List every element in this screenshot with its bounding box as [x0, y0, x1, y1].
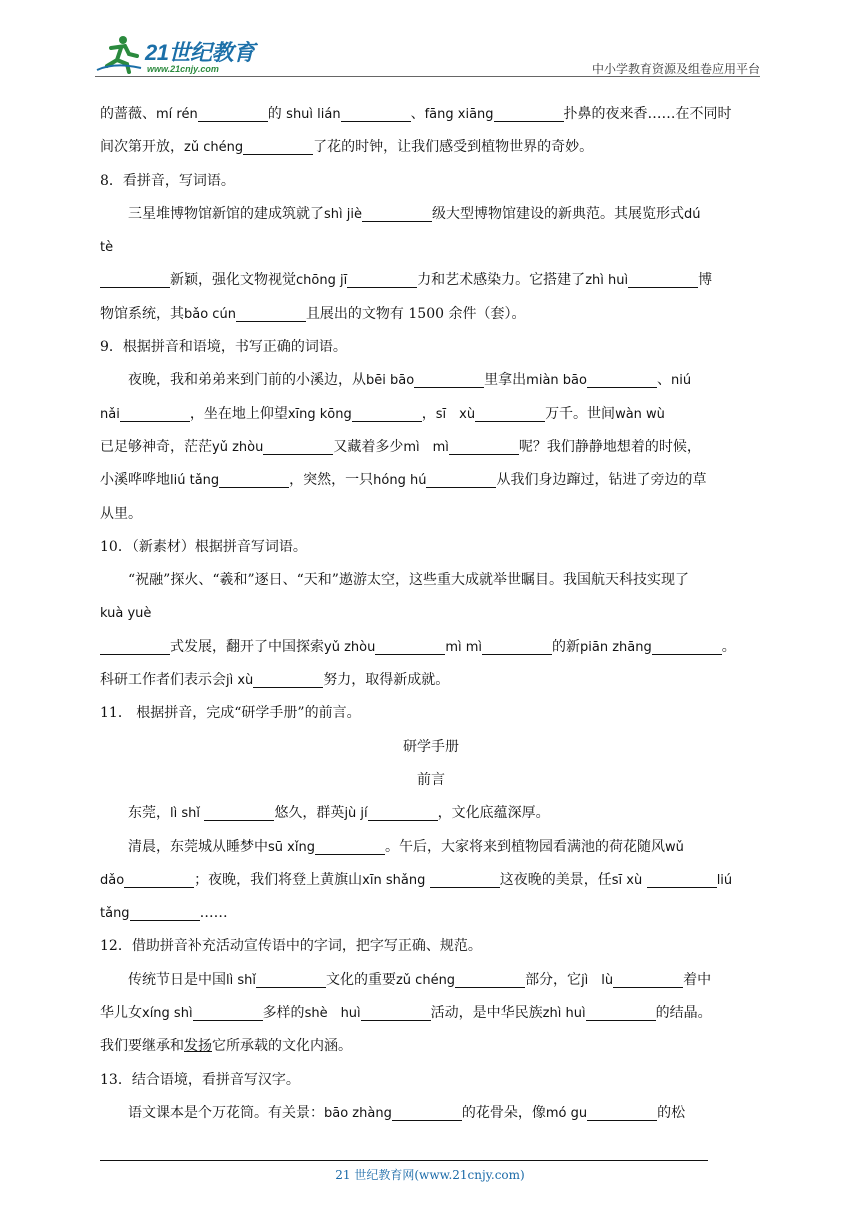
- answer-blank[interactable]: [587, 369, 657, 388]
- answer-blank[interactable]: [120, 403, 190, 422]
- text-line: 东莞，lì shǐ 悠久，群英jù jí ，文化底蕴深厚。: [100, 797, 762, 830]
- answer-blank[interactable]: [341, 103, 411, 122]
- section-subheading: 前言: [417, 771, 445, 788]
- page-footer: 21 世纪教育网(www.21cnjy.com): [335, 1168, 525, 1182]
- answer-blank[interactable]: [198, 103, 268, 122]
- text-line: 我们要继承和发扬它所承载的文化内涵。: [100, 1038, 352, 1055]
- answer-blank[interactable]: [652, 636, 722, 655]
- answer-blank[interactable]: [475, 403, 545, 422]
- footer-divider: [100, 1160, 708, 1161]
- answer-blank[interactable]: [204, 802, 274, 821]
- text-line: 语文课本是个万花筒。有关景：bāo zhàng 的花骨朵，像mó gu 的松: [100, 1097, 762, 1130]
- text-line: nǎi ，坐在地上仰望xīng kōng ，sī xù 万千。世间wàn wù: [100, 398, 762, 431]
- text-line: tè: [100, 240, 114, 256]
- page-header: [95, 30, 760, 78]
- text-line: 华儿女xíng shì 多样的shè huì 活动，是中华民族zhì huì 的结晶。: [100, 997, 762, 1030]
- answer-blank[interactable]: [243, 136, 313, 155]
- text-line: 间次第开放，zǔ chéng 了花的时钟，让我们感受到植物世界的奇妙。: [100, 131, 762, 164]
- answer-blank[interactable]: [361, 1002, 431, 1021]
- logo: [95, 34, 265, 74]
- answer-blank[interactable]: [352, 403, 422, 422]
- text-line: tǎng ……: [100, 897, 762, 930]
- answer-blank[interactable]: [124, 869, 194, 888]
- answer-blank[interactable]: [375, 636, 445, 655]
- text-line: 新颖，强化文物视觉chōng jī 力和艺术感染力。它搭建了zhì huì 博: [100, 264, 762, 297]
- answer-blank[interactable]: [193, 1002, 263, 1021]
- text-line: kuà yuè: [100, 606, 152, 622]
- answer-blank[interactable]: [236, 303, 306, 322]
- answer-blank[interactable]: [449, 436, 519, 455]
- text-line: 从里。: [100, 505, 142, 522]
- answer-blank[interactable]: [256, 969, 326, 988]
- question-title: 8．看拼音，写词语。: [100, 172, 235, 189]
- document-body: [100, 98, 762, 1130]
- logo-url: www.21cnjy.com: [147, 64, 219, 74]
- text-line: 小溪哗哗地liú tǎng ，突然，一只hóng hú 从我们身边蹿过，钻进了旁边的草: [100, 464, 762, 497]
- header-divider: [95, 76, 760, 77]
- answer-blank[interactable]: [414, 369, 484, 388]
- question-title: 9．根据拼音和语境，书写正确的词语。: [100, 339, 347, 356]
- answer-blank[interactable]: [586, 1002, 656, 1021]
- question-title: 10．（新素材）根据拼音写词语。: [100, 538, 307, 555]
- answer-blank[interactable]: [100, 636, 170, 655]
- underlined-word: 发扬: [184, 1038, 212, 1055]
- answer-blank[interactable]: [426, 469, 496, 488]
- answer-blank[interactable]: [628, 269, 698, 288]
- answer-blank[interactable]: [100, 269, 170, 288]
- question-title: 12．借助拼音补充活动宣传语中的字词，把字写正确、规范。: [100, 938, 482, 955]
- logo-text: 21世纪教育: [145, 40, 255, 65]
- answer-blank[interactable]: [315, 836, 385, 855]
- answer-blank[interactable]: [263, 436, 333, 455]
- header-tagline: 中小学教育资源及组卷应用平台: [591, 62, 760, 76]
- answer-blank[interactable]: [362, 203, 432, 222]
- answer-blank[interactable]: [392, 1102, 462, 1121]
- answer-blank[interactable]: [219, 469, 289, 488]
- text-line: 物馆系统，其bǎo cún 且展出的文物有 1500 余件（套）。: [100, 298, 762, 331]
- answer-blank[interactable]: [647, 869, 717, 888]
- text-line: 的蔷薇、mí rén 的 shuì lián 、fāng xiāng 扑鼻的夜来香……在不同时: [100, 98, 762, 131]
- text-line: 夜晚，我和弟弟来到门前的小溪边，从bēi bāo 里拿出miàn bāo 、niú: [100, 364, 762, 397]
- answer-blank[interactable]: [482, 636, 552, 655]
- section-heading: 研学手册: [403, 738, 459, 755]
- text-line: 清晨，东莞城从睡梦中sū xǐng 。午后，大家将来到植物园看满池的荷花随风wǔ: [100, 831, 762, 864]
- text-line: 三星堆博物馆新馆的建成筑就了shì jiè 级大型博物馆建设的新典范。其展览形式dú: [100, 198, 762, 231]
- runner-logo-icon: [95, 34, 145, 74]
- text-line: 已足够神奇，茫茫yǔ zhòu 又藏着多少mì mì 呢？我们静静地想着的时候，: [100, 431, 762, 464]
- text-line: dǎo ；夜晚，我们将登上黄旗山xīn shǎng 这夜晚的美景，任sī xù liú: [100, 864, 762, 897]
- answer-blank[interactable]: [587, 1102, 657, 1121]
- answer-blank[interactable]: [347, 269, 417, 288]
- answer-blank[interactable]: [613, 969, 683, 988]
- question-title: 13．结合语境，看拼音写汉字。: [100, 1071, 300, 1088]
- answer-blank[interactable]: [494, 103, 564, 122]
- answer-blank[interactable]: [368, 802, 438, 821]
- text-line: 传统节日是中国lì shǐ 文化的重要zǔ chéng 部分，它jì lù 着中: [100, 964, 762, 997]
- answer-blank[interactable]: [130, 902, 200, 921]
- text-line: 科研工作者们表示会jì xù 努力，取得新成就。: [100, 664, 762, 697]
- text-line: 式发展，翻开了中国探索yǔ zhòu mì mì 的新piān zhāng 。: [100, 631, 762, 664]
- answer-blank[interactable]: [455, 969, 525, 988]
- answer-blank[interactable]: [430, 869, 500, 888]
- question-title: 11． 根据拼音，完成“研学手册”的前言。: [100, 705, 361, 722]
- text-line: “祝融”探火、“羲和”逐日、“天和”遨游太空，这些重大成就举世瞩目。我国航天科技实现了: [128, 572, 689, 589]
- answer-blank[interactable]: [253, 669, 323, 688]
